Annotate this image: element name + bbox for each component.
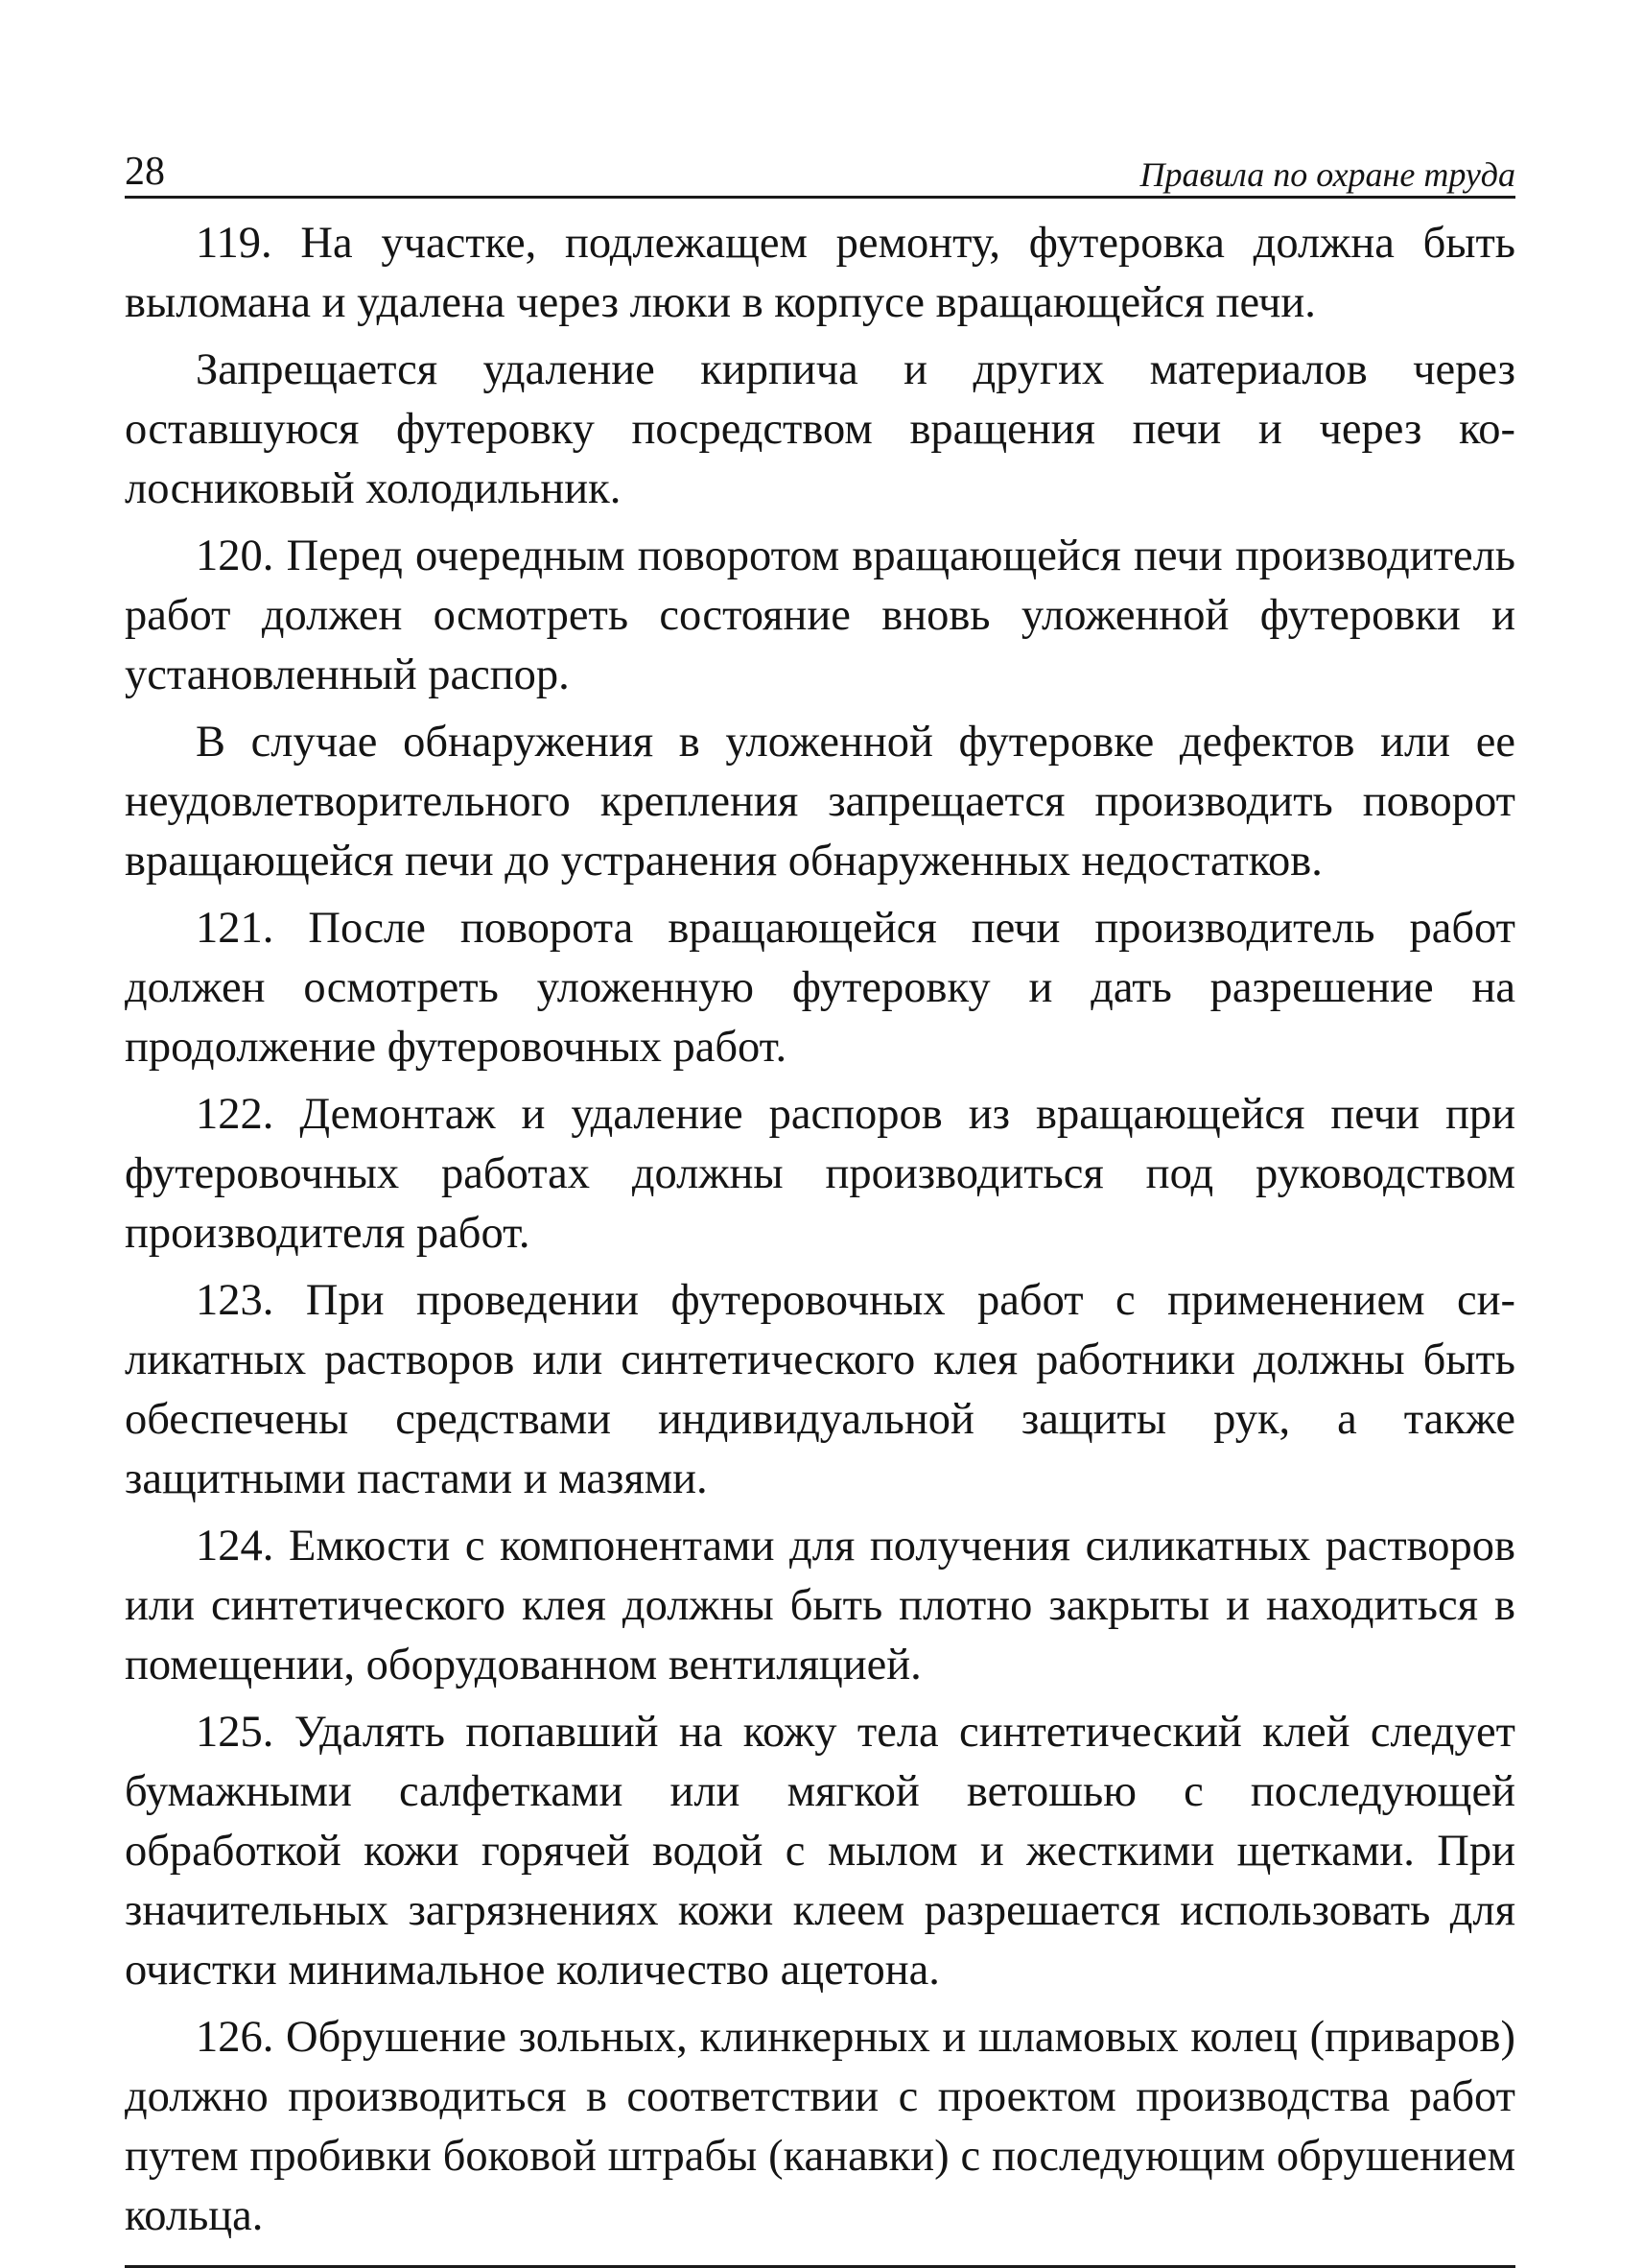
paragraph-119: 119. На участке, подлежащем ремонту, футеровка должна быть выломана и удалена через люки в корпусе вращающейся печи. bbox=[125, 219, 1515, 327]
paragraph-120-defects: В случае обнаружения в уложенной футеровке дефектов или ее неудовлетворительного крепления запрещается производить поворот вращающейся печи до устранения обнаруженных недостатков. bbox=[125, 718, 1515, 886]
page-number: 28 bbox=[125, 150, 165, 194]
book-page bbox=[125, 144, 1515, 2268]
paragraph-122: 122. Демонтаж и удаление распоров из вращающейся печи при футеровочных работах должны производиться под руководством производителя работ. bbox=[125, 1090, 1515, 1258]
paragraph-124: 124. Емкости с компонентами для получения силикатных растворов или синтетического клея должны быть плотно закрыты и находиться в помещении, оборудованном вентиляцией. bbox=[125, 1522, 1515, 1689]
running-header bbox=[125, 144, 1515, 199]
paragraph-120: 120. Перед очередным поворотом вращающейся печи производитель работ должен осмотреть состояние вновь уложенной футеровки и установленный распор. bbox=[125, 532, 1515, 699]
paragraph-126: 126. Обрушение зольных, клинкерных и шламовых колец (приваров) должно производиться в соответствии с проектом производства работ путем пробивки боковой штрабы (канавки) с последующим обрушением кольца. bbox=[125, 2013, 1515, 2240]
paragraph-119-prohibition: Запрещается удаление кирпича и других материалов через оставшуюся футеровку посредством вращения печи и через колосниковый холодильник. bbox=[125, 345, 1515, 513]
paragraph-121: 121. После поворота вращающейся печи производитель работ должен осмотреть уложенную футеровку и дать разрешение на продолжение футеровочных работ. bbox=[125, 904, 1515, 1072]
body-text bbox=[125, 214, 1515, 2246]
paragraph-125: 125. Удалять попавший на кожу тела синтетический клей следует бумажными салфетками или мягкой ветошью с последующей обработкой кожи горячей водой с мылом и жесткими щетками. При значительных загрязнениях кожи клеем разрешается использовать для очистки минимальное количество ацетона. bbox=[125, 1708, 1515, 1995]
running-title: Правила по охране труда bbox=[1139, 155, 1515, 194]
paragraph-123: 123. При проведении футеровочных работ с применением силикатных растворов или синтетического клея работники должны быть обеспечены средствами индивидуальной защиты рук, а также защитными пастами и мазями. bbox=[125, 1276, 1515, 1503]
